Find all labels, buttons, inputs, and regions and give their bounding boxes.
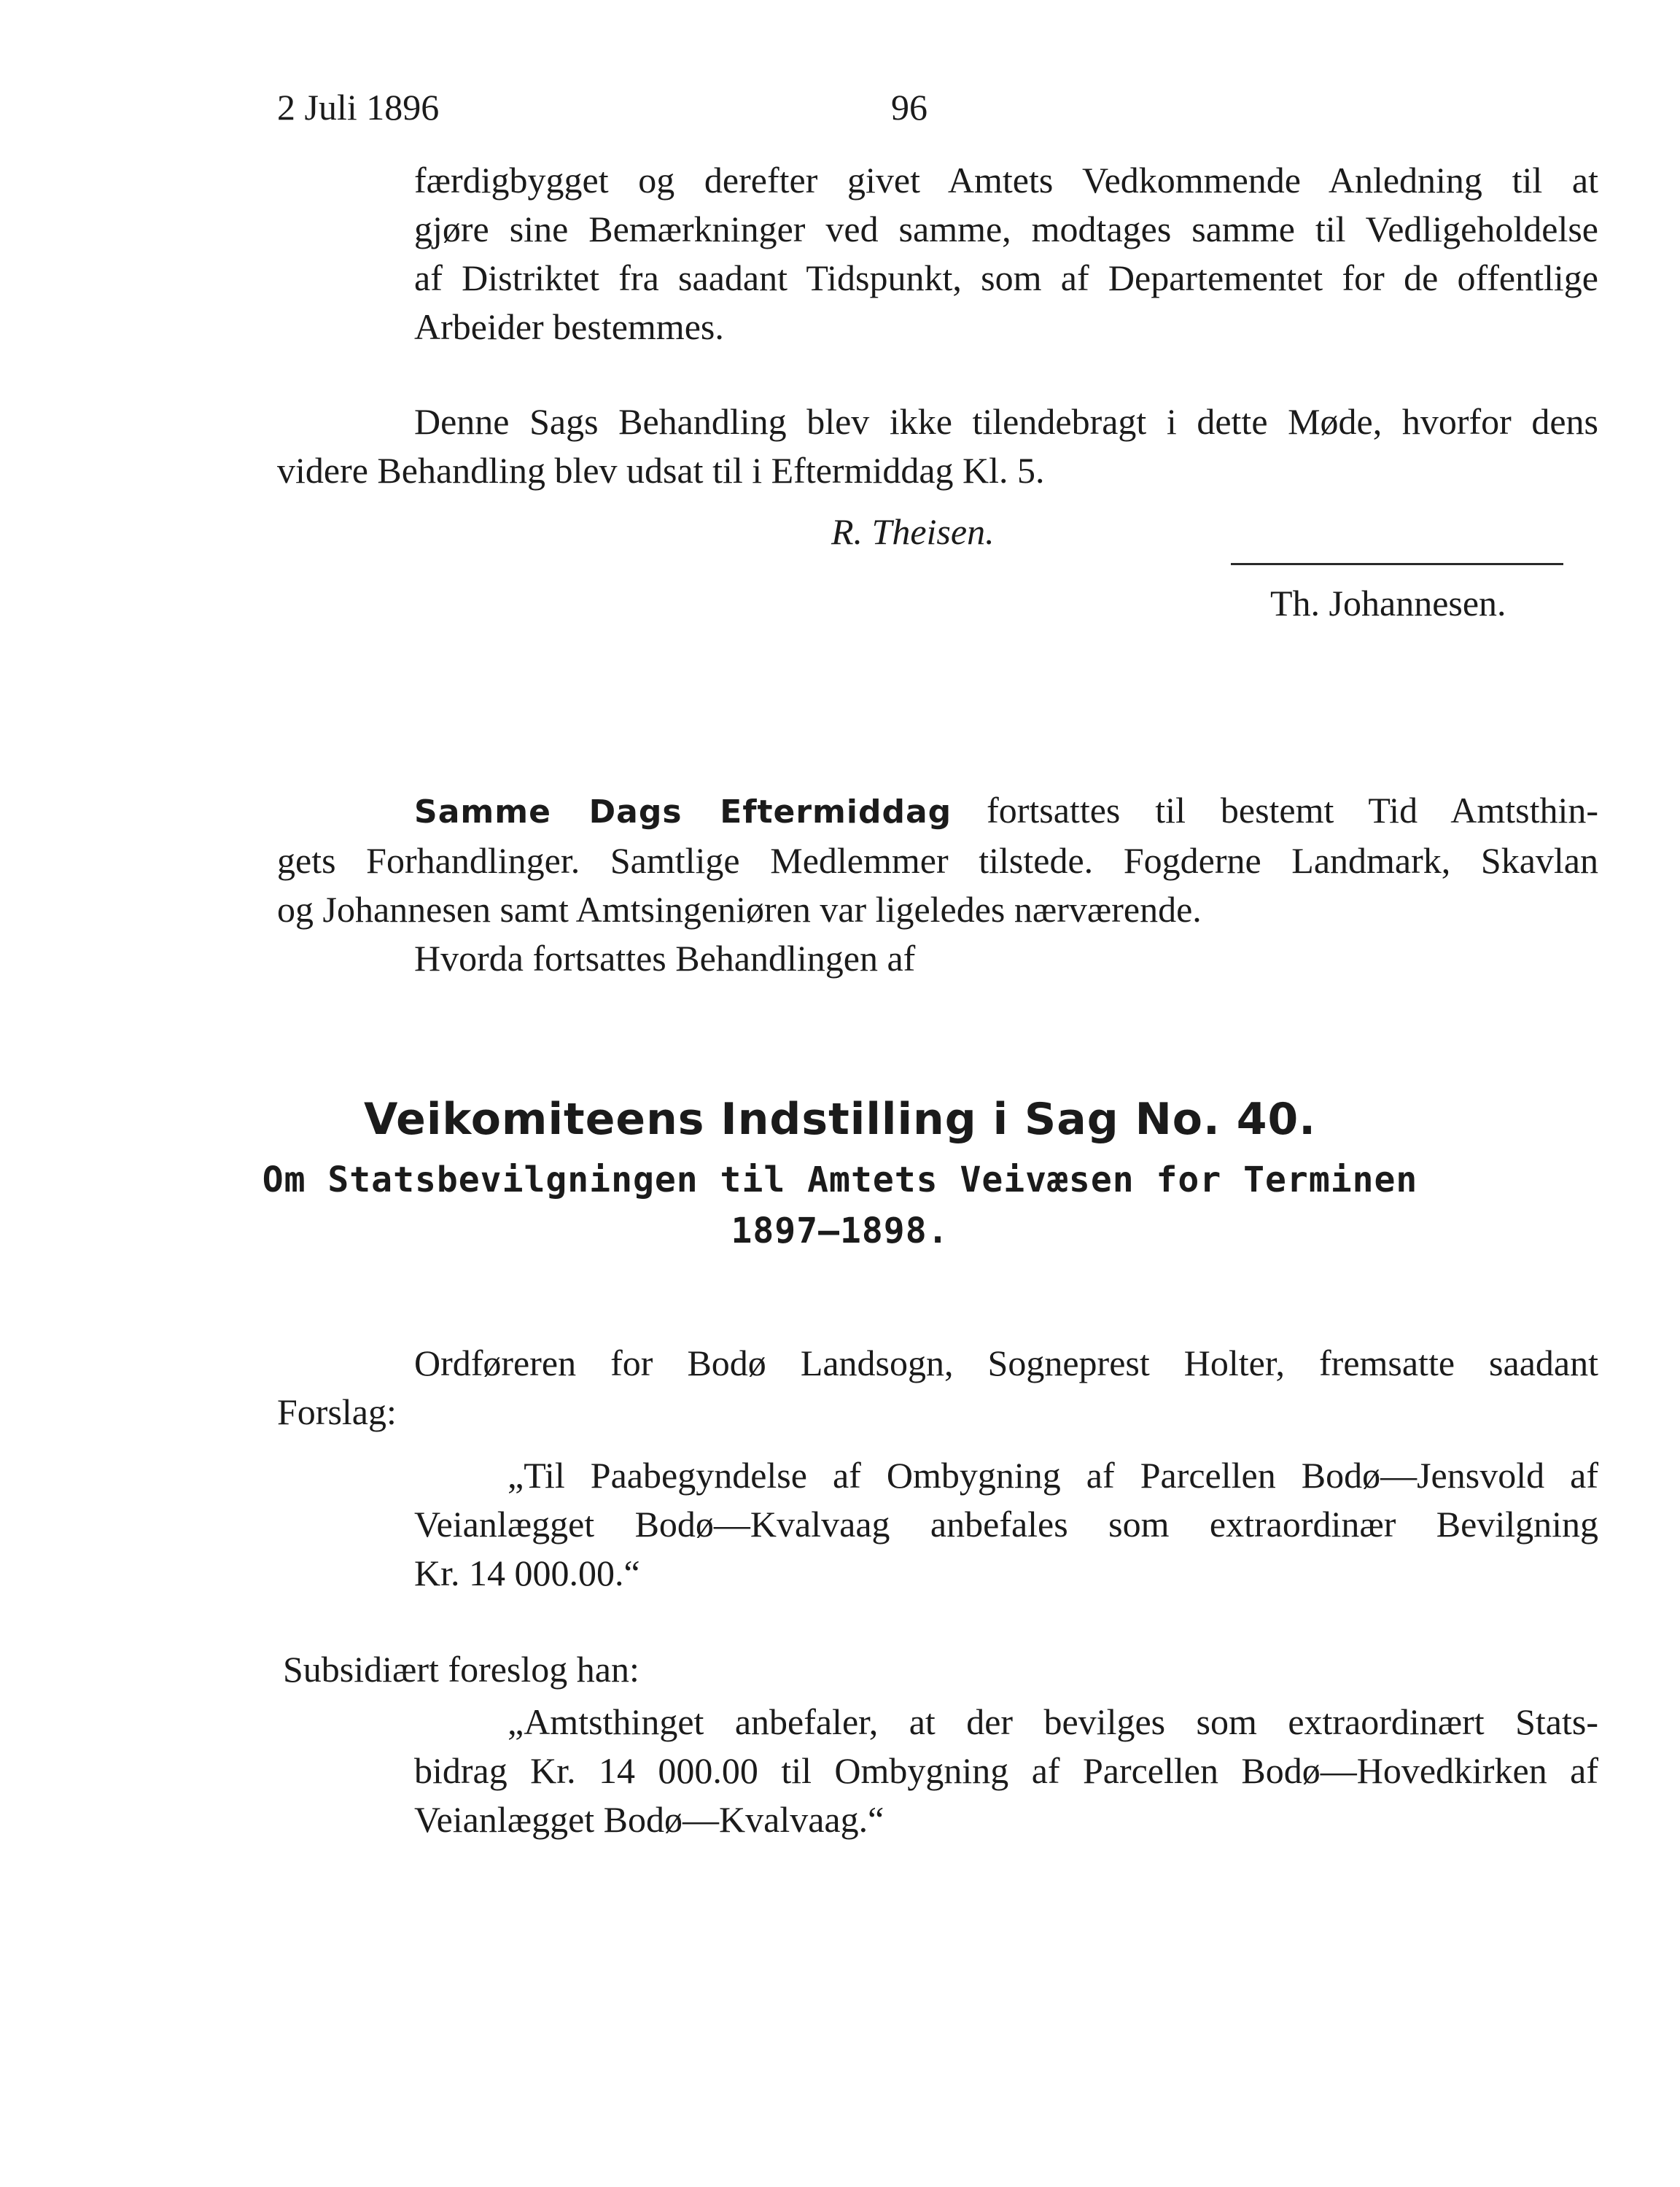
- text-line: gets Forhandlinger. Samtlige Medlemmer tilstede. Fogderne Landmark, Skavlan: [277, 840, 1598, 881]
- paragraph-afternoon: [277, 786, 1598, 983]
- session-heading-inline: Samme Dags Eftermiddag: [414, 793, 952, 831]
- paragraph-continuation: [414, 156, 1598, 351]
- text-line: og Johannesen samt Amtsingeniøren var ligeledes nærværende.: [277, 889, 1202, 930]
- subsidiary-intro: Subsidiært foreslog han:: [283, 1649, 639, 1690]
- quote-proposal: [414, 1451, 1598, 1598]
- paragraph-adjournment: [277, 397, 1598, 495]
- text-line: Forslag:: [277, 1391, 397, 1432]
- text-line: færdigbygget og derefter givet Amtets Vedkommende Anledning til at: [414, 160, 1598, 201]
- text-line: bidrag Kr. 14 000.00 til Ombygning af Parcellen Bodø—Hovedkirken af: [414, 1750, 1598, 1791]
- text-line: „Til Paabegyndelse af Ombygning af Parcellen Bodø—Jensvold af: [508, 1455, 1598, 1496]
- text-line: Kr. 14 000.00.“: [414, 1553, 640, 1593]
- signature-johannesen: Th. Johannesen.: [1270, 583, 1506, 624]
- text-line: Denne Sags Behandling blev ikke tilendebragt i dette Møde, hvorfor dens: [414, 401, 1598, 442]
- header-date: 2 Juli 1896: [277, 87, 440, 128]
- paragraph-proposal: [277, 1339, 1598, 1437]
- text-line: videre Behandling blev udsat til i Eftermiddag Kl. 5.: [277, 450, 1045, 491]
- section-subtitle: Om Statsbevilgningen til Amtets Veivæsen for Terminen: [262, 1159, 1418, 1200]
- text-line: „Amtsthinget anbefaler, at der bevilges som extraordinært Stats-: [508, 1701, 1598, 1742]
- text-line: Veianlægget Bodø—Kvalvaag.“: [414, 1799, 884, 1840]
- text-line: Samme Dags Eftermiddag fortsattes til bestemt Tid Amtsthin-: [414, 790, 1599, 831]
- page-number: 96: [891, 87, 928, 128]
- signature-theisen: R. Theisen.: [831, 511, 995, 552]
- text-line: af Distriktet fra saadant Tidspunkt, som af Departementet for de offentlige: [414, 257, 1598, 298]
- section-subtitle-years: 1897—1898.: [731, 1211, 949, 1251]
- signature-rule: [1231, 563, 1563, 565]
- text-line: Hvorda fortsattes Behandlingen af: [414, 938, 916, 979]
- text-line: Arbeider bestemmes.: [414, 306, 724, 347]
- text-line: Ordføreren for Bodø Landsogn, Sogneprest Holter, fremsatte saadant: [414, 1343, 1598, 1383]
- text-line: Veianlægget Bodø—Kvalvaag anbefales som extraordinær Bevilgning: [414, 1504, 1598, 1545]
- section-title: Veikomiteens Indstilling i Sag No. 40.: [364, 1094, 1316, 1145]
- text-line: gjøre sine Bemærkninger ved samme, modtages samme til Vedligeholdelse: [414, 209, 1598, 249]
- quote-subsidiary: [414, 1698, 1598, 1844]
